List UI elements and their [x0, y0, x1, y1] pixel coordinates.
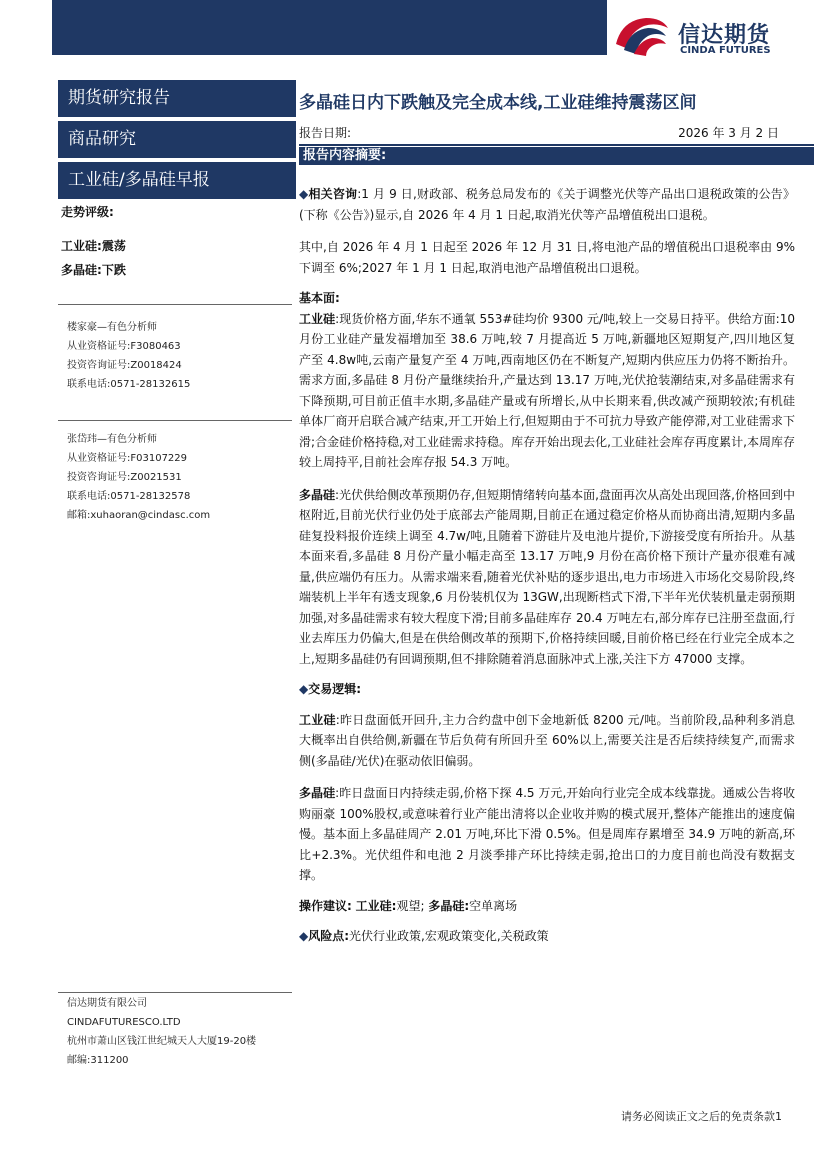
analyst-phone: 联系电话:0571-28132578: [67, 491, 191, 502]
sidebar-divider: [58, 304, 292, 305]
company-name: 信达期货有限公司: [67, 998, 147, 1009]
logo-chinese-text: 信达期货: [678, 23, 771, 48]
logic-polysilicon: [299, 783, 795, 886]
cinda-futures-logo: [612, 14, 812, 64]
fundamentals-heading: 基本面:: [299, 291, 340, 305]
rating-polysilicon: [61, 261, 126, 278]
rating-industrial-silicon: [61, 237, 126, 254]
company-name-en: CINDAFUTURESCO.LTD: [67, 1017, 181, 1028]
risk-text: 光伏行业政策,宏观政策变化,关税政策: [349, 929, 549, 943]
advice-polysilicon-label: 多晶硅:: [428, 898, 470, 913]
analyst-card: [67, 318, 190, 394]
rating-value: 震荡: [101, 239, 126, 253]
advice-silicon-value: 观望;: [396, 898, 425, 913]
sidebar-tab-commodity-research: 商品研究: [58, 121, 296, 158]
risk-label: 风险点:: [308, 929, 350, 943]
fundamentals-silicon-label: 工业硅: [299, 311, 336, 326]
cinda-emblem-icon: [612, 14, 672, 58]
sidebar-divider: [58, 420, 292, 421]
diamond-bullet-icon: ◆: [299, 929, 309, 943]
logic-silicon: [299, 710, 795, 772]
consult-paragraph-2: 其中,自 2026 年 4 月 1 日起至 2026 年 12 月 31 日,将电池产品的增值税出口退税率由 9%下调至 6%;2027 年 1 月 1 日起,取消电池产品增值税出口退税。: [299, 240, 795, 275]
analyst-consult-license: 投资咨询证号:Z0021531: [67, 472, 182, 483]
disclaimer-footer: 请务必阅读正文之后的免责条款1: [621, 1110, 782, 1123]
consult-paragraph: [299, 184, 795, 225]
analyst-qualification: 从业资格证号:F3080463: [67, 341, 181, 352]
logic-silicon-label: 工业硅: [299, 712, 336, 727]
report-date: 2026 年 3 月 2 日: [678, 126, 779, 140]
page-title: 多晶硅日内下跌触及完全成本线,工业硅维持震荡区间: [299, 93, 697, 113]
advice-polysilicon-value: 空单离场: [469, 898, 518, 913]
sidebar-divider: [58, 992, 292, 993]
analyst-name: 张岱玮—有色分析师: [67, 434, 157, 445]
logic-polysilicon-label: 多晶硅: [299, 786, 336, 800]
risk-points: [299, 926, 795, 947]
fundamentals-polysilicon: [299, 485, 795, 670]
logic-silicon-text: :昨日盘面低开回升,主力合约盘中创下金地新低 8200 元/吨。当前阶段,品种利多消息大概率出自供给侧,新疆在节后负荷有所回升至 60%以上,需要关注是否后续持续复产,而需求侧(多晶硅/光伏)在驱动依旧偏弱。: [299, 712, 795, 768]
sidebar-tab-futures-report: 期货研究报告: [58, 80, 296, 117]
analyst-phone: 联系电话:0571-28132615: [67, 379, 191, 390]
analyst-qualification: 从业资格证号:F03107229: [67, 453, 188, 464]
diamond-bullet-icon: ◆: [299, 187, 309, 201]
advice-silicon-label: 工业硅:: [355, 898, 397, 913]
report-date-label: 报告日期:: [299, 126, 352, 140]
analyst-consult-license: 投资咨询证号:Z0018424: [67, 360, 182, 371]
trading-logic-heading: ◆交易逻辑:: [299, 682, 362, 696]
sidebar-tab-silicon-daily: 工业硅/多晶硅早报: [58, 162, 296, 199]
operation-advice: [299, 896, 795, 917]
fundamentals-polysilicon-label: 多晶硅: [299, 487, 336, 502]
logic-polysilicon-text: :昨日盘面日内持续走弱,价格下探 4.5 万元,开始向行业完全成本线靠拢。通威公告将收购丽豪 100%股权,或意味着行业产能出清将以企业收并购的模式展开,整体产能推出的速度偏慢。基本面上多晶硅周产 2.01 万吨,环比下滑 0.5%。但是周库存累增至 34.9 万吨的新高,环比+2.3%。光伏组件和电池 2 月淡季排产环比持续走弱,抢出口的力度目前也尚没有数据支撑。: [299, 786, 795, 882]
company-address: 杭州市萧山区钱江世纪城天人大厦19-20楼: [67, 1036, 257, 1047]
summary-heading: 报告内容摘要:: [299, 147, 814, 165]
rating-label: 多晶硅:: [61, 263, 102, 277]
header-band: [52, 0, 607, 55]
consult-label: 相关咨询: [308, 187, 358, 201]
diamond-bullet-icon: ◆: [299, 682, 309, 696]
report-body: [299, 184, 795, 1014]
fundamentals-silicon-text: :现货价格方面,华东不通氧 553#硅均价 9300 元/吨,较上一交易日持平。供给方面:10 月份工业硅产量发福增加至 38.6 万吨,较 7 月提高近 5 万吨,新疆地区短期复产,四川地区复产至 4.8w吨,云南产量复产至 4 万吨,西南地区仍在不断复产,短期内供应压力仍将不断抬升。需求方面,多晶硅 8 月份产量继续抬升,产量达到 13.17 万吨,光伏抢装潮结束,对多晶硅需求有下降预期,可目前正值丰水期,多晶硅产量或有所增长,从中长期来看,供改减产预期较浓;有机硅单体厂商开启联合减产结束,开工开始上行,但短期由于不可抗力导致产能停滞,对工业硅需求下滑;合金硅价格持稳,对工业硅需求持稳。库存开始出现去化,工业硅社会库存再度累计,本周库存较上周持平,目前社会库存报 54.3 万吨。: [299, 311, 795, 469]
report-date-row: [299, 124, 779, 141]
fundamentals-polysilicon-text: :光伏供给侧改革预期仍存,但短期情绪转向基本面,盘面再次从高处出现回落,价格回到中枢附近,目前光伏行业仍处于底部去产能周期,目前正在通过稳定价格从而协商出清,短期内多晶硅复投料报价连续上调至 4.7w/吨,且随着下游硅片及电池片提价,下游接受度有所抬升。从基本面来看,多晶硅 8 月份产量小幅走高至 13.17 万吨,9 月份在高价格下预计产量亦很难有减量,供应端仍有压力。从需求端来看,随着光伏补贴的逐步退出,电力市场进入市场化交易阶段,终端装机上半年有透支现象,6 月份装机仅为 13GW,出现断档式下滑,下半年光伏装机量走弱预期加强,对多晶硅需求有较大程度下滑;目前多晶硅库存 20.4 万吨左右,部分库存已注册至盘面,行业去库压力仍偏大,但是在供给侧改革的预期下,价格持续回暖,目前价格已经在行业完全成本之上,短期多晶硅仍有回调预期,但不排除随着消息面脉冲式上涨,关注下方 47000 支撑。: [299, 487, 795, 666]
company-postcode: 邮编:311200: [67, 1055, 129, 1066]
title-rule: [299, 144, 814, 146]
trend-rating-title: 走势评级:: [61, 205, 114, 219]
fundamentals-silicon: [299, 309, 795, 473]
logo-english-text: CINDA FUTURES: [680, 45, 771, 56]
analyst-name: 楼家豪—有色分析师: [67, 322, 157, 333]
company-info: [67, 994, 256, 1070]
analyst-card: [67, 430, 210, 525]
consult-text: :1 月 9 日,财政部、税务总局发布的《关于调整光伏等产品出口退税政策的公告》(下称《公告》)显示,自 2026 年 4 月 1 日起,取消光伏等产品增值税出口退税。: [299, 187, 795, 222]
rating-label: 工业硅:: [61, 239, 102, 253]
advice-label: 操作建议:: [299, 898, 352, 913]
rating-value: 下跌: [101, 263, 126, 277]
analyst-email: 邮箱:xuhaoran@cindasc.com: [67, 510, 211, 521]
